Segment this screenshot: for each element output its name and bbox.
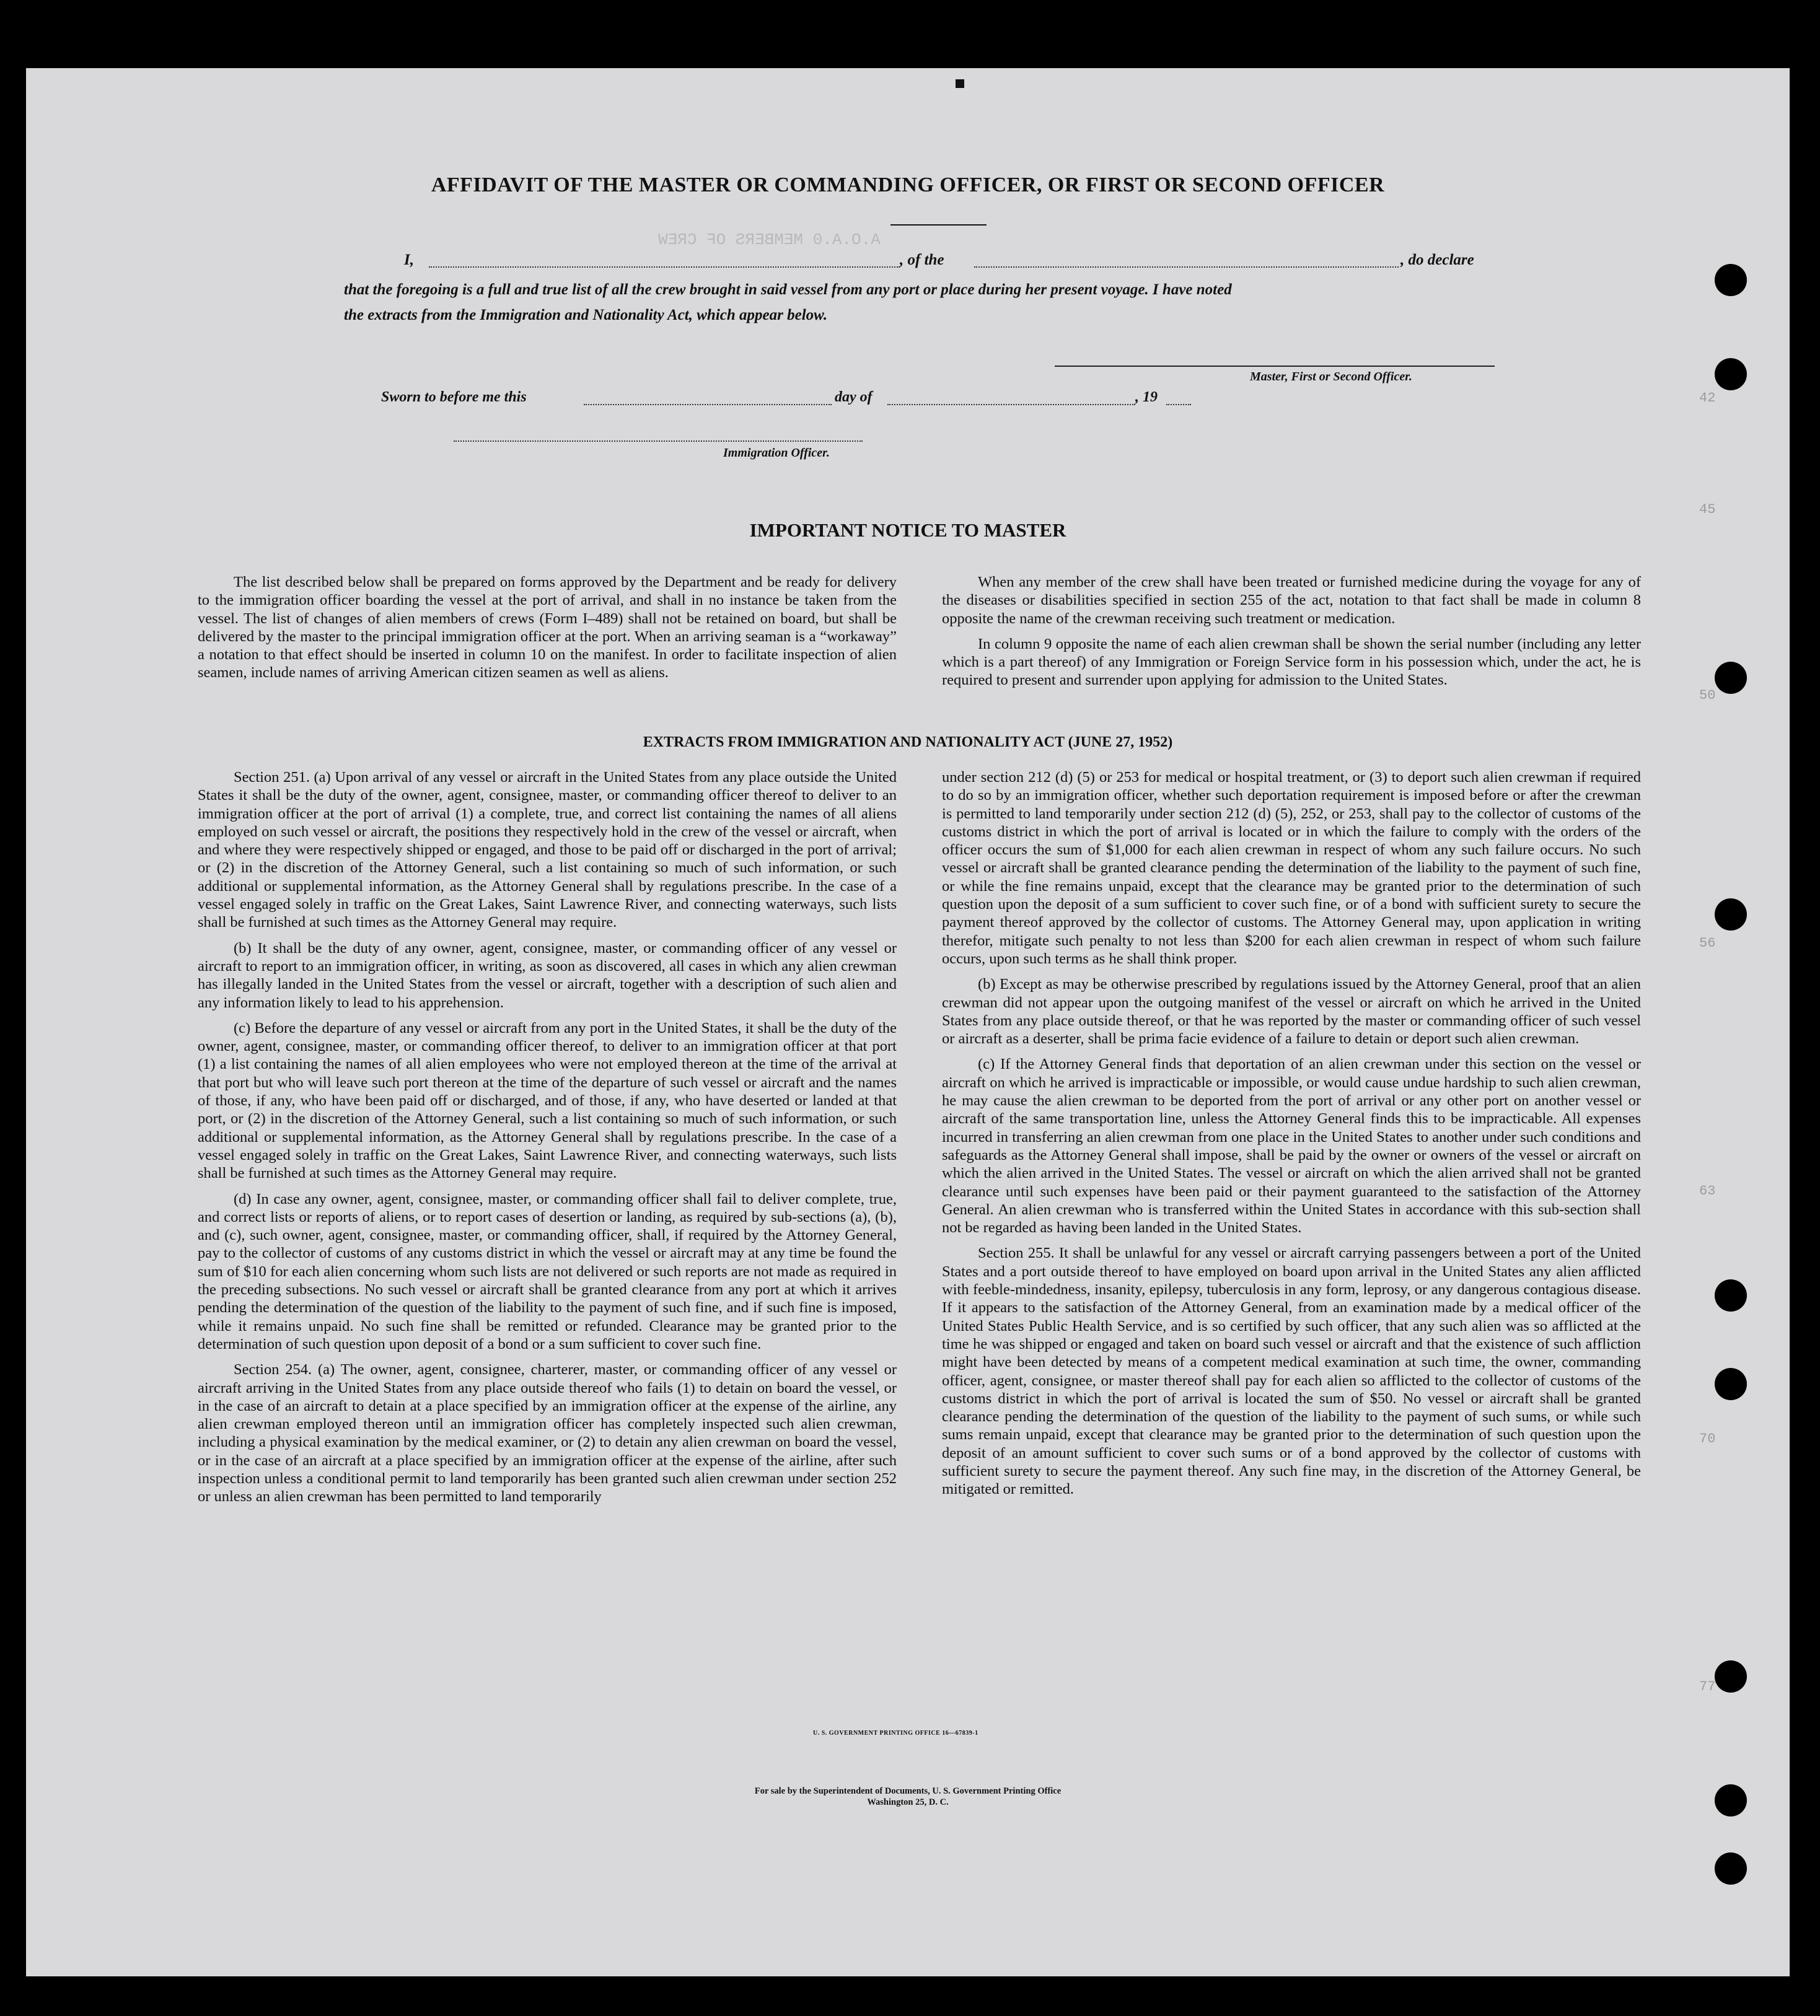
section-255: Section 255. It shall be unlawful for any vessel or aircraft carrying passengers between a port of the United States and a port outside thereof to have employed on board upon arrival in the United States any alien afflicted with feeble-mindedness, insanity, epilepsy, tuberculosis in any form, leprosy, or any dangerous contagious disease. If it appears to the satisfaction of the Attorney General, from an examination made by a medical officer of the United States Public Health Service, and is so certified by such officer, that any such alien was so afflicted at the time he was shipped or engaged and taken on board such vessel or aircraft and that the existence of such affliction might have been detected by means of a competent medical examination at such time, the owner, commanding officer, agent, consignee, or master thereof shall pay for each alien so afflicted to the collector of customs of the customs district in which the port of arrival is located the sum of $50. No vessel or aircraft shall be granted clearance pending the determination of the question of the liability to the payment of such sums, or while such sums remain unpaid, except that clearance may be granted prior to the determination of such question upon the deposit of an amount sufficient to cover such sums or of a bond approved by the collector of customs with sufficient surety to secure the payment thereof. Any such fine may, in the discretion of the Attorney General, be mitigated or remitted. <box>942 1245 1641 1498</box>
section-254-b: (b) Except as may be otherwise prescribed by regulations issued by the Attorney General, proof that an alien crewman did not appear upon the outgoing manifest of the vessel or aircraft on which he arrived in the United States from any place outside thereof, or that he was reported by the master or commanding officer of such vessel or aircraft as a deserter, shall be prima facie evidence of a failure to detain or deport such alien crewman. <box>942 976 1641 1048</box>
notice-title: IMPORTANT NOTICE TO MASTER <box>749 519 1066 541</box>
affidavit-title: AFFIDAVIT OF THE MASTER OR COMMANDING OFFICER, OR FIRST OR SECOND OFFICER <box>431 173 1385 196</box>
day-of-label: day of <box>835 389 873 405</box>
section-251-c: (c) Before the departure of any vessel or aircraft from any port in the United States, it shall be the duty of the owner, agent, consignee, master, or commanding officer thereof, to deliver to an immigration officer at that port (1) a list containing the names of all alien employees who were not employed thereon at the time of the arrival at that port but who will leave such port thereon at the time of the departure of such vessel or aircraft and the names of those, if any, who have been paid off or discharged, and of those, if any, who have deserted or landed at that port, or (2) in the discretion of the Attorney General, such a list containing so much of such information, or such additional or supplemental information, as the Attorney General shall by regulations prescribe. In the case of a vessel engaged solely in traffic on the Great Lakes, Saint Lawrence River, and connecting waterways, such lists shall be furnished at such times as the Attorney General may require. <box>198 1019 897 1182</box>
notice-right-paragraph-2: In column 9 opposite the name of each alien crewman shall be shown the serial number (including any letter which is a part thereof) of any Immigration or Foreign Service form in his possession which, under the act, he is required to present and surrender upon applying for admission to the United States. <box>942 635 1641 689</box>
section-251-b: (b) It shall be the duty of any owner, agent, consignee, master, or commanding officer of any vessel or aircraft to report to an immigration officer, in writing, as soon as discovered, all cases in which any alien crewman has illegally landed in the United States from the vessel or aircraft, together with a description of such alien and any information likely to lead to his apprehension. <box>198 939 897 1011</box>
bleed-through-number: 56 <box>1699 936 1716 951</box>
section-254-a-continued: under section 212 (d) (5) or 253 for medical or hospital treatment, or (3) to deport such alien crewman if required to do so by an immigration officer, whether such deportation requirement is imposed before or after the crewman is permitted to land temporarily under section 212 (d) (5), 252, or 253, shall pay to the collector of customs of the customs district in which the port of arrival is located or in which the failure to comply with the orders of the officer occurs the sum of $1,000 for each alien crewman in respect of whom any such failure occurs. No such vessel or aircraft shall be granted clearance pending the determination of the liability to the payment of such fine, or while the fine remains unpaid, except that the clearance may be granted prior to the determination of such question upon the deposit of a sum sufficient to cover such fine, or of a bond with sufficient surety to secure the payment thereof approved by the collector of customs. The Attorney General may, upon application in writing therefor, mitigate such penalty to not less than $200 for each alien crewman in respect of whom such failure occurs, upon such terms as he shall think proper. <box>942 769 1641 967</box>
sale-notice <box>26 1786 1790 1808</box>
vessel-field[interactable] <box>974 266 1399 268</box>
notice-left-paragraph: The list described below shall be prepared on forms approved by the Department and be ready for delivery to the immigration officer boarding the vessel at the port of arrival, and shall in no instance be taken from the vessel. The list of changes of alien members of crews (Form I–489) shall not be retained on board, but shall be delivered by the master to the principal immigration officer at the port. When an arriving seaman is a “workaway” a notation to that effect should be inserted in column 10 on the manifest. In order to facilitate inspection of alien seamen, include names of arriving American citizen seamen as well as aliens. <box>198 574 897 681</box>
extracts-title: EXTRACTS FROM IMMIGRATION AND NATIONALITY ACT (JUNE 27, 1952) <box>643 734 1173 750</box>
bleed-through-number: 42 <box>1699 390 1716 406</box>
affidavit-line2: that the foregoing is a full and true list of all the crew brought in said vessel from any port or place during her present voyage. I have noted <box>344 281 1232 298</box>
bleed-through-number: 45 <box>1699 502 1716 517</box>
gpo-imprint: U. S. GOVERNMENT PRINTING OFFICE 16—67839-1 <box>813 1730 978 1737</box>
bleed-through-number: 63 <box>1699 1183 1716 1199</box>
punch-hole <box>1715 1368 1747 1400</box>
sale-notice-line-2: Washington 25, D. C. <box>867 1797 949 1807</box>
edge-mark <box>956 79 964 88</box>
affidavit-do-declare-label: , do declare <box>1400 252 1474 268</box>
section-251-d: (d) In case any owner, agent, consignee, master, or commanding officer shall fail to deliver complete, true, and correct lists or reports of aliens, or to report cases of desertion or landing, as required by sub-sections (a), (b), and (c), such owner, agent, consignee, master, or commanding officer, shall, if required by the Attorney General, pay to the collector of customs of any customs district in which the vessel or aircraft may at any time be found the sum of $10 for each alien concerning whom such lists are not delivered or such reports are not made as required in the preceding subsections. No such vessel or aircraft shall be granted clearance from any port at which it arrives pending the determination of the question of the liability to the payment of such fine, and if such fine is imposed, while it remains unpaid. No such fine shall be remitted or refunded. Clearance may be granted prior to the determination of such question upon deposit of a bond or a sum sufficient to cover such fine. <box>198 1190 897 1352</box>
sworn-year-field[interactable] <box>1166 404 1191 405</box>
punch-hole <box>1715 1660 1747 1693</box>
bleed-through-number: 77 <box>1699 1679 1716 1694</box>
affidavit-of-the-label: , of the <box>900 252 944 268</box>
extracts-left-column <box>198 768 897 1514</box>
immigration-officer-signature-line[interactable] <box>454 440 863 442</box>
notice-left-column <box>198 573 897 690</box>
year-label: , 19 <box>1135 389 1158 405</box>
affidavit-i-label: I, <box>404 252 414 268</box>
form-page <box>26 68 1790 1976</box>
sworn-day-field[interactable] <box>584 404 832 405</box>
section-251-a: Section 251. (a) Upon arrival of any vessel or aircraft in the United States from any place outside the United States it shall be the duty of the owner, agent, consignee, master, or commanding officer thereof to deliver to an immigration officer at the port of arrival (1) a complete, true, and correct list containing the names of all aliens employed on such vessel or aircraft, the positions they respectively hold in the crew of the vessel or aircraft, when and where they were respectively shipped or engaged, and those to be paid off or discharged in the port of arrival; or (2) in the discretion of the Attorney General, such a list containing so much of such information, or such additional or supplemental information, as the Attorney General shall by regulations prescribe. In the case of a vessel engaged solely in traffic on the Great Lakes, Saint Lawrence River, and connecting waterways, such lists shall be furnished at such times as the Attorney General may require. <box>198 769 897 931</box>
punch-hole <box>1715 662 1747 694</box>
affidavit-line3: the extracts from the Immigration and Nationality Act, which appear below. <box>344 307 828 323</box>
bleed-through-number: 50 <box>1699 688 1716 703</box>
immigration-officer-label: Immigration Officer. <box>723 446 830 460</box>
name-field[interactable] <box>429 266 900 268</box>
notice-right-paragraph-1: When any member of the crew shall have been treated or furnished medicine during the voyage for any of the diseases or disabilities specified in section 255 of the act, notation to that fact shall be made in column 8 opposite the name of the crewman receiving such treatment or medication. <box>942 574 1641 627</box>
sworn-month-field[interactable] <box>887 404 1135 405</box>
bleed-through-number: 70 <box>1699 1431 1716 1447</box>
punch-hole <box>1715 358 1747 390</box>
title-rule <box>890 224 987 226</box>
master-signature-line[interactable] <box>1055 366 1495 367</box>
punch-hole <box>1715 1784 1747 1817</box>
punch-hole <box>1715 898 1747 931</box>
notice-right-column <box>942 573 1641 697</box>
extracts-right-column <box>942 768 1641 1506</box>
punch-hole <box>1715 1279 1747 1312</box>
sworn-label: Sworn to before me this <box>381 389 527 405</box>
punch-hole <box>1715 264 1747 296</box>
sale-notice-line-1: For sale by the Superintendent of Documents, U. S. Government Printing Office <box>754 1786 1062 1796</box>
section-254-a: Section 254. (a) The owner, agent, consignee, charterer, master, or commanding officer of any vessel or aircraft arriving in the United States from any place outside thereof who fails (1) to detain on board the vessel, or in the case of an aircraft to detain at a place specified by an immigration officer at the expense of the airline, any alien crewman employed thereon until an immigration officer has completely inspected such alien crewman, including a physical examination by the medical examiner, or (2) to detain any alien crewman on board the vessel, or in the case of an aircraft at a place specified by an immigration officer at the expense of the airline, after such inspection unless a conditional permit to land temporarily has been granted such alien crewman under section 252 or unless an alien crewman has been permitted to land temporarily <box>198 1361 897 1505</box>
bleed-through-text: A.O.A.0 MEMBERS OF CREW <box>658 230 881 249</box>
master-signature-label: Master, First or Second Officer. <box>1250 370 1412 383</box>
section-254-c: (c) If the Attorney General finds that deportation of an alien crewman under this section on the vessel or aircraft on which he arrived is impracticable or impossible, or would cause undue hardship to such alien crewman, he may cause the alien crewman to be deported from the port of arrival or any other port on another vessel or aircraft of the same transportation line, unless the Attorney General finds this to be impracticable. All expenses incurred in transferring an alien crewman from one place in the United States to another under such conditions and safeguards as the Attorney General shall impose, shall be paid by the owner or owners of the vessel or aircraft on which the alien arrived in the United States. The vessel or aircraft on which the alien arrived shall not be granted clearance until such expenses have been paid or their payment guaranteed to the satisfaction of the Attorney General. An alien crewman who is transferred within the United States in accordance with this sub-section shall not be regarded as having been landed in the United States. <box>942 1056 1641 1237</box>
punch-hole <box>1715 1852 1747 1885</box>
